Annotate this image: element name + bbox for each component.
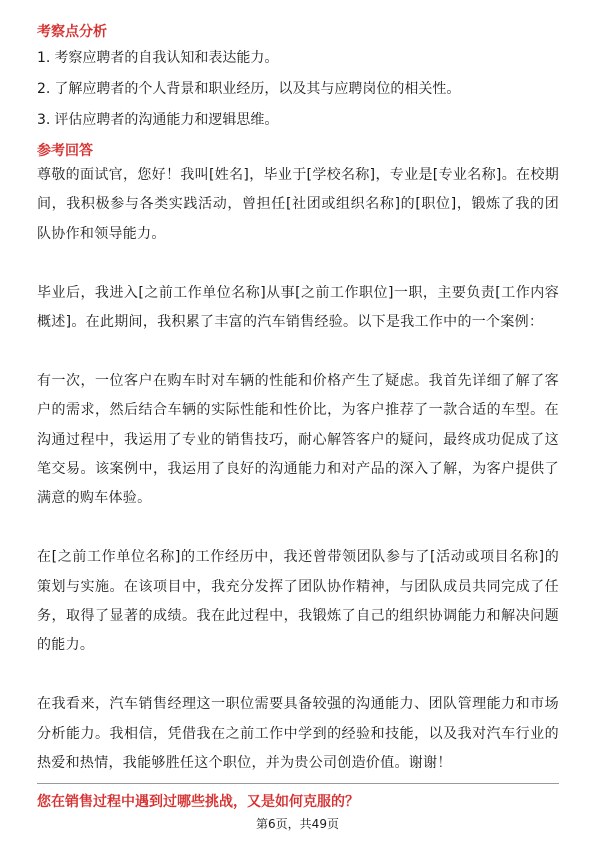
- answer-paragraph: 在[之前工作单位名称]的工作经历中，我还曾带领团队参与了[活动或项目名称]的策划与实施。在该项目中，我充分发挥了团队协作精神，与团队成员共同完成了任务，取得了显著的成绩。我在此过程中，我锻炼了自己的组织协调能力和解决问题的能力。: [37, 549, 559, 654]
- point-text: 了解应聘者的个人背景和职业经历，以及其与应聘岗位的相关性。: [54, 81, 461, 97]
- analysis-point: [37, 110, 559, 130]
- section-divider: [37, 783, 559, 784]
- analysis-points-list: [37, 48, 559, 130]
- page-content: [37, 22, 559, 778]
- answer-paragraph: 毕业后，我进入[之前工作单位名称]从事[之前工作职位]一职，主要负责[工作内容概述]。在此期间，我积累了丰富的汽车销售经验。以下是我工作中的一个案例：: [37, 284, 559, 331]
- analysis-point: [37, 79, 559, 99]
- reference-heading: 参考回答: [37, 143, 93, 159]
- reference-answer: [37, 161, 559, 778]
- answer-paragraph: 有一次，一位客户在购车时对车辆的性能和价格产生了疑虑。我首先详细了解了客户的需求，然后结合车辆的实际性能和性价比，为客户推荐了一款合适的车型。在沟通过程中，我运用了专业的销售技巧，耐心解答客户的疑问，最终成功促成了这笔交易。该案例中，我运用了良好的沟通能力和对产品的深入了解，为客户提供了满意的购车体验。: [37, 372, 559, 507]
- point-number: 3.: [37, 112, 51, 128]
- point-text: 考察应聘者的自我认知和表达能力。: [54, 50, 279, 66]
- analysis-heading: 考察点分析: [37, 24, 107, 40]
- answer-paragraph: 在我看来，汽车销售经理这一职位需要具备较强的沟通能力、团队管理能力和市场分析能力。我相信，凭借我在之前工作中学到的经验和技能，以及我对汽车行业的热爱和热情，我能够胜任这个职位，并为贵公司创造价值。谢谢！: [37, 696, 559, 772]
- point-number: 2.: [37, 81, 51, 97]
- page-number: 第6页，共49页: [256, 817, 339, 831]
- answer-paragraph: 尊敬的面试官，您好！我叫[姓名]，毕业于[学校名称]，专业是[专业名称]。在校期间，我积极参与各类实践活动，曾担任[社团或组织名称]的[职位]，锻炼了我的团队协作和领导能力。: [37, 167, 559, 242]
- point-text: 评估应聘者的沟通能力和逻辑思维。: [54, 112, 279, 128]
- point-number: 1.: [37, 50, 51, 66]
- analysis-point: [37, 48, 559, 68]
- next-question-heading: 您在销售过程中遇到过哪些挑战，又是如何克服的？: [37, 794, 359, 810]
